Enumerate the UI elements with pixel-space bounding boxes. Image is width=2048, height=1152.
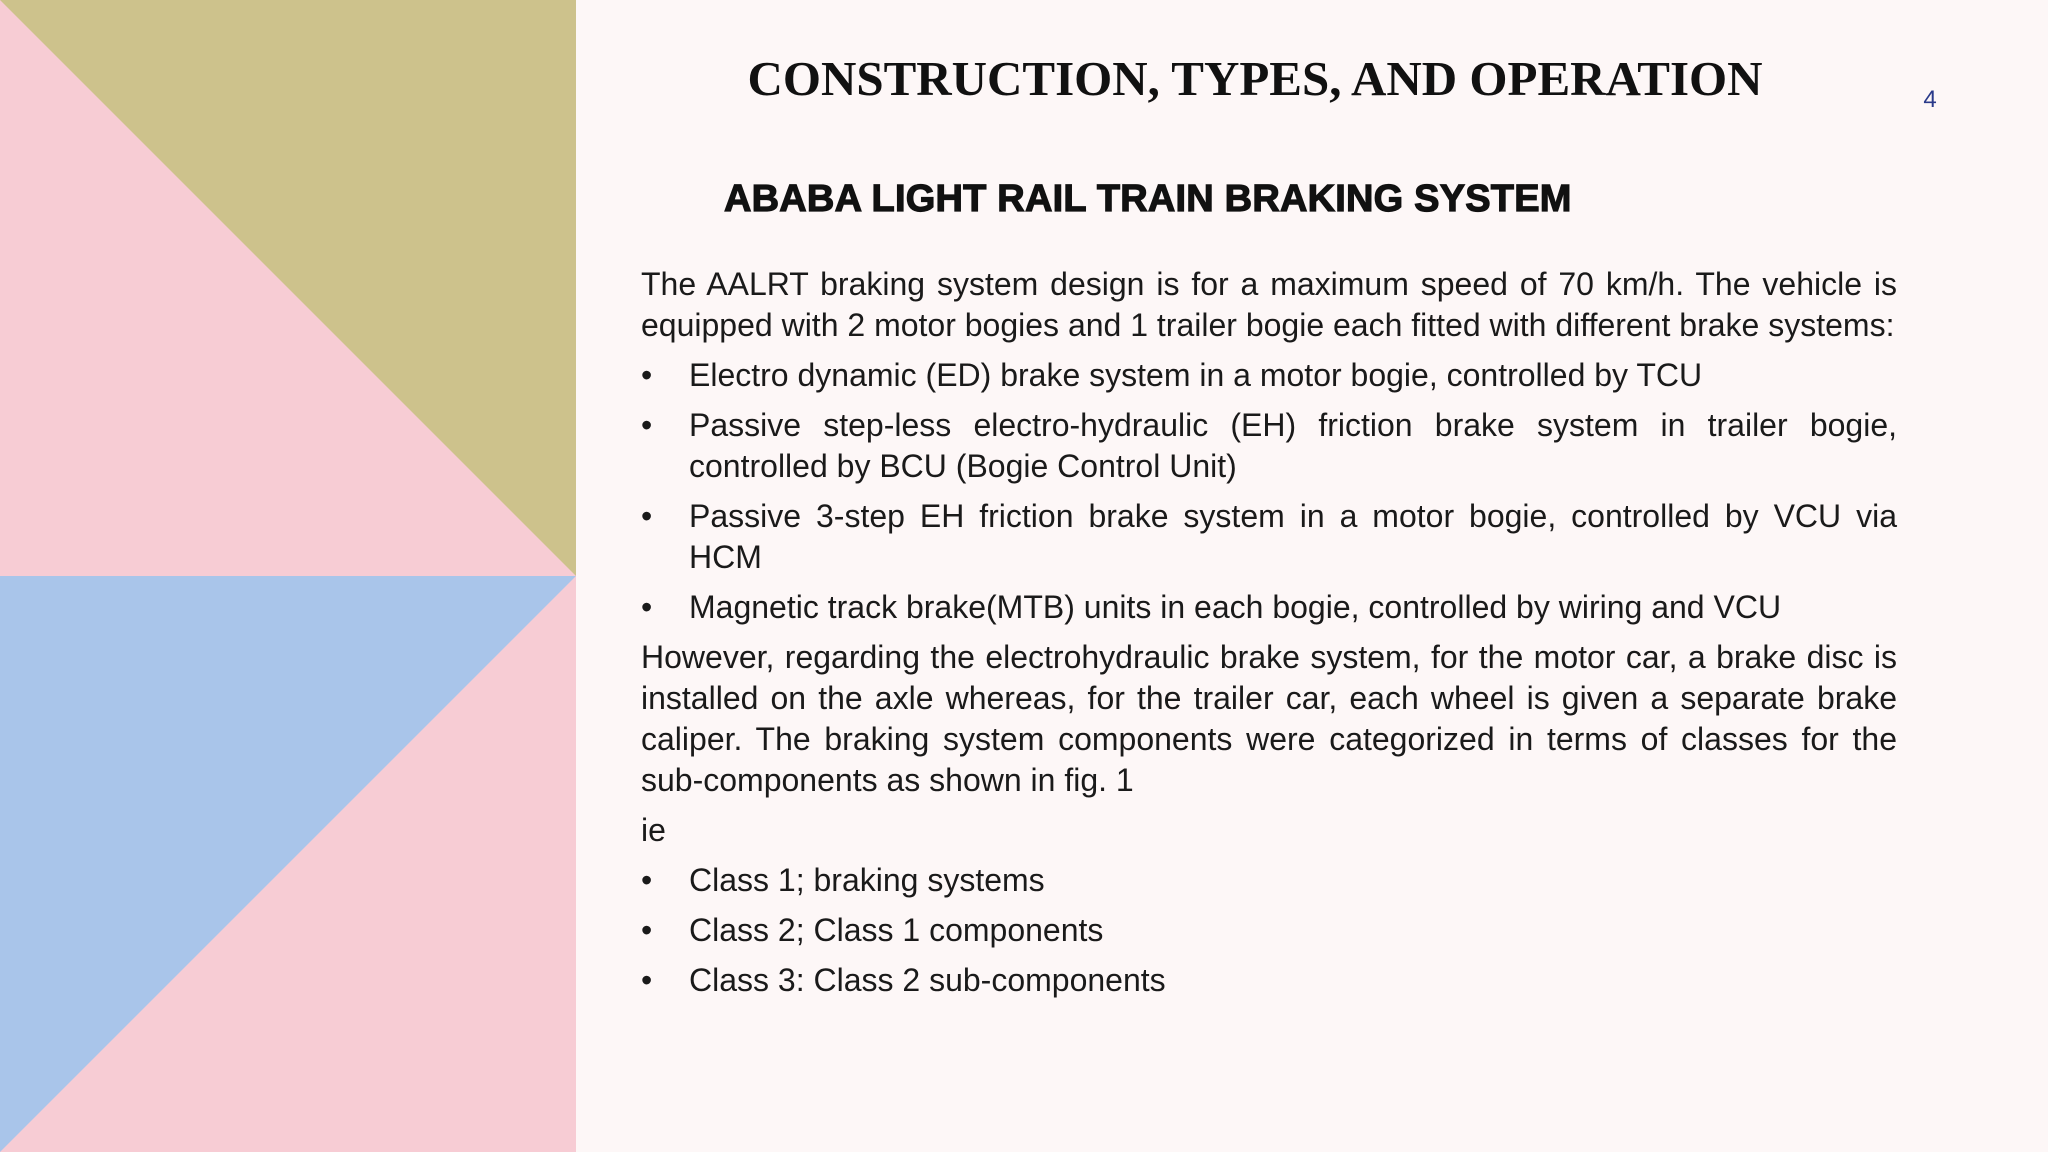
intro-paragraph: The AALRT braking system design is for a maximum speed of 70 km/h. The vehicle is equipped with 2 motor bogies and 1 trailer bogie each fitted with different brake systems:: [641, 266, 1897, 343]
decorative-triangles: [0, 0, 576, 1152]
list-item-text: Magnetic track brake(MTB) units in each bogie, controlled by wiring and VCU: [689, 589, 1782, 625]
list-item-text: Passive step-less electro-hydraulic (EH) friction brake system in trailer bogie, controlled by BCU (Bogie Control Unit): [689, 407, 1897, 484]
bullet-icon: •: [641, 498, 653, 534]
list-item-text: Passive 3-step EH friction brake system in a motor bogie, controlled by VCU via HCM: [689, 498, 1897, 575]
bullet-icon: •: [641, 962, 653, 998]
ie-label: ie: [641, 812, 666, 848]
bullet-icon: •: [641, 357, 653, 393]
list-item-text: Electro dynamic (ED) brake system in a motor bogie, controlled by TCU: [689, 357, 1703, 393]
list-item-text: Class 1; braking systems: [689, 862, 1045, 898]
brake-systems-list: [641, 355, 1897, 628]
slide-title: CONSTRUCTION, TYPES, AND OPERATION: [747, 51, 1763, 106]
list-item: [641, 405, 1897, 487]
list-item: [641, 587, 1897, 628]
list-item-text: Class 2; Class 1 components: [689, 912, 1104, 948]
slide-number: 4: [1923, 86, 1937, 113]
list-item-text: Class 3: Class 2 sub-components: [689, 962, 1166, 998]
list-item: [641, 355, 1897, 396]
list-item: [641, 860, 1897, 901]
list-item: [641, 910, 1897, 951]
list-item: [641, 960, 1897, 1001]
bullet-icon: •: [641, 912, 653, 948]
explanation-paragraph: However, regarding the electrohydraulic brake system, for the motor car, a brake disc is installed on the axle whereas, for the trailer car, each wheel is given a separate brake caliper. The braking system components were categorized in terms of classes for the sub-components as shown in fig. 1: [641, 639, 1897, 798]
bullet-icon: •: [641, 407, 653, 443]
list-item: [641, 496, 1897, 578]
classes-list: [641, 860, 1897, 1001]
slide-subtitle: ABABA LIGHT RAIL TRAIN BRAKING SYSTEM: [724, 178, 1572, 220]
bullet-icon: •: [641, 589, 653, 625]
bullet-icon: •: [641, 862, 653, 898]
content-body: [641, 264, 1897, 1010]
